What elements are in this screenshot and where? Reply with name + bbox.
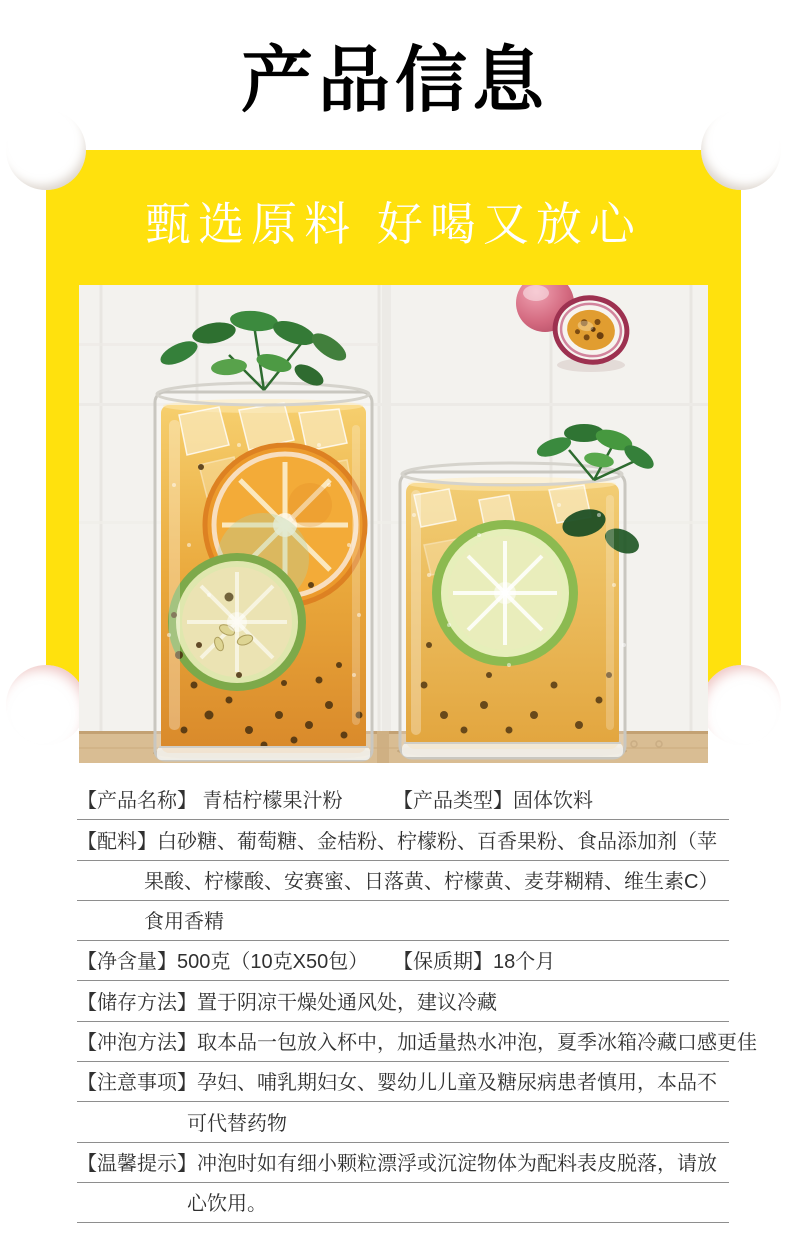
corner-cutout-top-right <box>701 110 781 190</box>
short-glass <box>400 463 643 758</box>
table-row-product-name <box>77 780 729 820</box>
row-text: 【配料】白砂糖、葡萄糖、金桔粉、柠檬粉、百香果粉、食品添加剂（苹 <box>77 830 717 853</box>
table-row-net-content <box>77 941 729 981</box>
corner-cutout-bottom-right <box>701 665 781 745</box>
page-title: 产品信息 <box>240 41 549 121</box>
corner-cutout-top-left <box>6 110 86 190</box>
lime-slice-short <box>432 520 578 666</box>
table-row-caution-2 <box>77 1102 729 1142</box>
table-row-ingredients-3 <box>77 901 729 941</box>
table-row-tips-2 <box>77 1183 729 1223</box>
row-text: 【注意事项】孕妇、哺乳期妇女、婴幼儿儿童及糖尿病患者慎用，本品不 <box>77 1072 717 1095</box>
row-text: 食用香精 <box>144 911 224 934</box>
row-text: 【温馨提示】冲泡时如有细小颗粒漂浮或沉淀物体为配料表皮脱落，请放 <box>77 1152 717 1175</box>
row-text: 果酸、柠檬酸、安赛蜜、日落黄、柠檬黄、麦芽糊精、维生素C） <box>144 870 719 893</box>
table-row-caution-1 <box>77 1062 729 1102</box>
row-text: 心饮用。 <box>187 1193 267 1216</box>
row-text: 【净含量】500克（10克X50包） <box>77 951 369 974</box>
table-row-brewing <box>77 1022 757 1062</box>
tall-glass <box>155 383 372 760</box>
product-photo <box>79 285 708 763</box>
banner-headline: 甄选原料 好喝又放心 <box>145 198 642 250</box>
row-text-col2: 【产品类型】固体饮料 <box>393 790 593 813</box>
row-text: 【储存方法】置于阴凉干燥处通风处，建议冷藏 <box>77 991 497 1014</box>
table-row-tips-1 <box>77 1143 729 1183</box>
table-row-ingredients-2 <box>77 861 729 901</box>
table-row-storage <box>77 981 729 1021</box>
lime-slice-tall <box>168 553 306 691</box>
row-text: 【冲泡方法】取本品一包放入杯中，加适量热水冲泡，夏季冰箱冷藏口感更佳 <box>77 1032 757 1055</box>
row-text: 【产品名称】 青桔柠檬果汁粉 <box>77 790 343 813</box>
product-spec-table <box>77 780 757 1223</box>
table-row-ingredients-1 <box>77 820 729 860</box>
row-text-col2: 【保质期】18个月 <box>393 951 556 974</box>
row-text: 可代替药物 <box>187 1112 287 1135</box>
corner-cutout-bottom-left <box>6 665 86 745</box>
